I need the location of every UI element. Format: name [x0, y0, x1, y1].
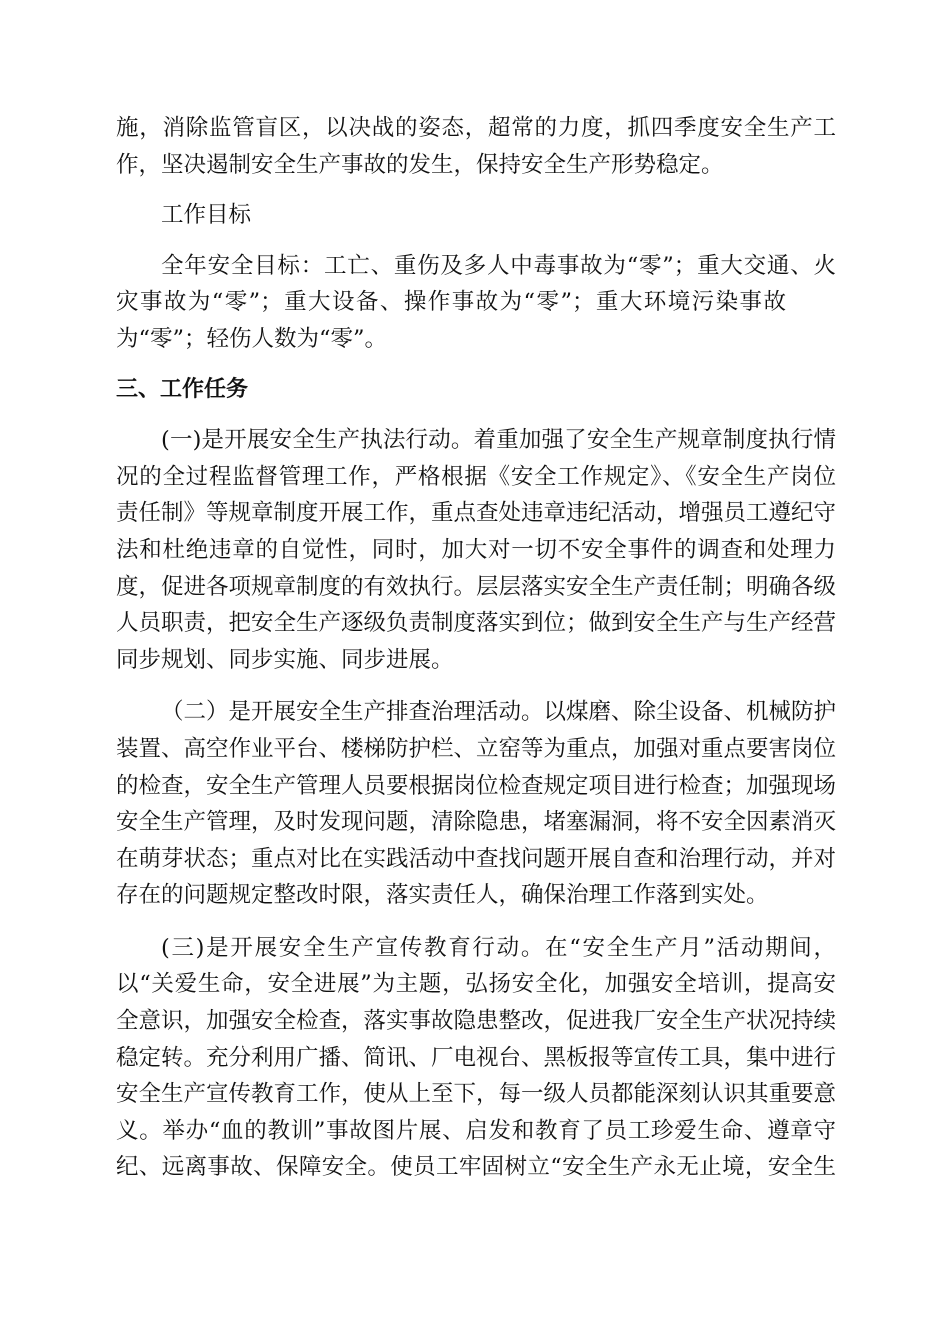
text-line: 人员职责，把安全生产逐级负责制度落实到位；做到安全生产与生产经营 [116, 610, 836, 637]
section-heading-paragraph [116, 372, 836, 409]
text-line: （二）是开展安全生产排查治理活动。以煤磨、除尘设备、机械防护 [161, 699, 836, 726]
text-line: 装置、高空作业平台、楼梯防护栏、立窑等为重点，加强对重点要害岗位 [116, 735, 836, 762]
section-heading: 三、工作任务 [116, 376, 249, 402]
goal-paragraph [116, 248, 836, 358]
goal-heading-paragraph [116, 197, 836, 234]
text-line: 作，坚决遏制安全生产事故的发生，保持安全生产形势稳定。 [116, 151, 724, 178]
text-line: 存在的问题规定整改时限，落实责任人，确保治理工作落到实处。 [116, 882, 769, 909]
task1-paragraph [116, 422, 836, 678]
text-line: 度，促进各项规章制度的有效执行。层层落实安全生产责任制；明确各级 [116, 573, 836, 600]
text-line: 在萌芽状态；重点对比在实践活动中查找问题开展自查和治理行动，并对 [116, 845, 836, 872]
text-line: (一)是开展安全生产执法行动。着重加强了安全生产规章制度执行情 [161, 427, 836, 454]
text-line: 灾事故为“零”；重大设备、操作事故为“零”；重大环境污染事故 [116, 289, 786, 316]
document-body [116, 110, 836, 1186]
text-line: 法和杜绝违章的自觉性，同时，加大对一切不安全事件的调查和处理力 [116, 536, 836, 563]
text-line: 施，消除监管盲区，以决战的姿态，超常的力度，抓四季度安全生产工 [116, 115, 836, 141]
text-line: 责任制》等规章制度开展工作，重点查处违章违纪活动，增强员工遵纪守 [116, 500, 836, 527]
task2-paragraph [116, 694, 836, 914]
text-line: 全年安全目标：工亡、重伤及多人中毒事故为“零”；重大交通、火 [161, 252, 836, 279]
text-line: (三)是开展安全生产宣传教育行动。在“安全生产月”活动期间， [161, 934, 836, 961]
text-line: 安全生产宣传教育工作，使从上至下，每一级人员都能深刻认识其重要意 [116, 1081, 836, 1108]
text-line: 义。举办“血的教训”事故图片展、启发和教育了员工珍爱生命、遵章守 [116, 1117, 836, 1144]
text-line: 的检查，安全生产管理人员要根据岗位检查规定项目进行检查；加强现场 [116, 772, 836, 799]
intro-paragraph [116, 110, 836, 183]
text-line: 同步规划、同步实施、同步进展。 [116, 646, 454, 673]
task3-paragraph [116, 930, 836, 1186]
text-line: 为“零”；轻伤人数为“零”。 [116, 325, 388, 352]
goal-heading: 工作目标 [161, 202, 252, 229]
text-line: 安全生产管理，及时发现问题，清除隐患，堵塞漏洞，将不安全因素消灭 [116, 809, 836, 836]
text-line: 纪、远离事故、保障安全。使员工牢固树立“安全生产永无止境，安全生 [116, 1154, 836, 1181]
text-line: 稳定转。充分利用广播、简讯、厂电视台、黑板报等宣传工具，集中进行 [116, 1044, 836, 1071]
text-line: 况的全过程监督管理工作，严格根据《安全工作规定》、《安全生产岗位 [116, 463, 836, 490]
text-line: 以“关爱生命，安全进展”为主题，弘扬安全化，加强安全培训，提高安 [116, 971, 836, 998]
text-line: 全意识，加强安全检查，落实事故隐患整改，促进我厂安全生产状况持续 [116, 1008, 836, 1035]
